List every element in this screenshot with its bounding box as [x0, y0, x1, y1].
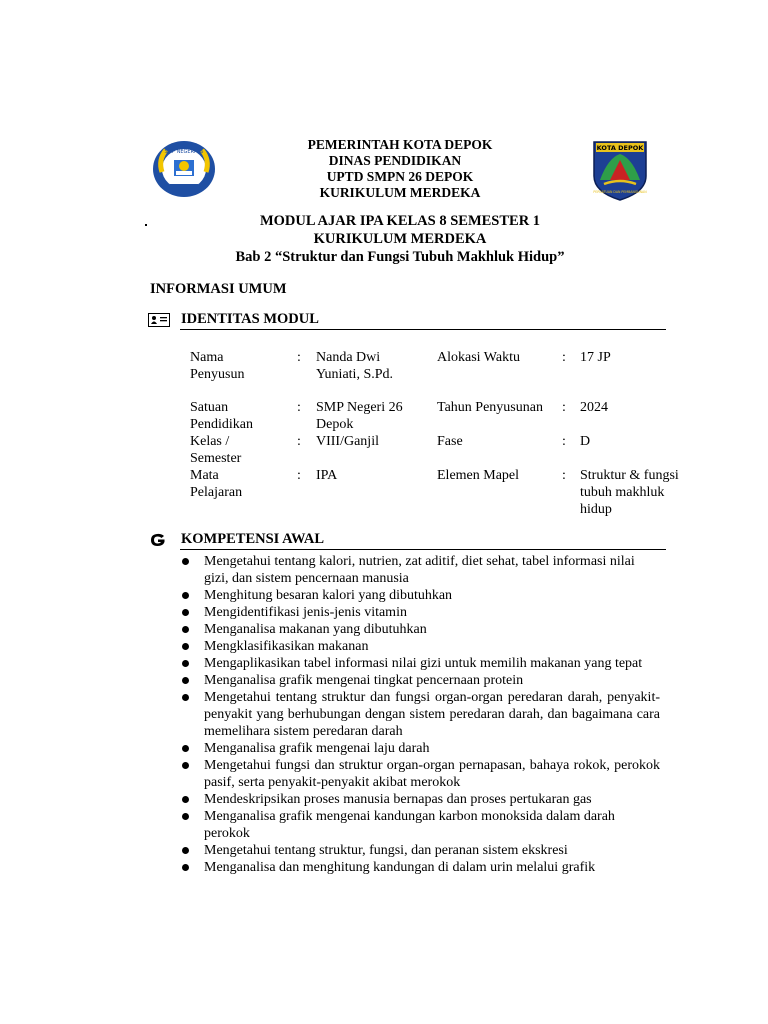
bullet-icon: [182, 626, 189, 633]
bullet-icon: [182, 813, 189, 820]
list-item: Menganalisa dan menghitung kandungan di dalam urin melalui grafik: [180, 859, 660, 876]
letterhead: [230, 137, 570, 201]
list-item: Menganalisa grafik mengenai laju darah: [180, 740, 660, 757]
bullet-icon: [182, 694, 189, 701]
kompetensi-underline: [180, 549, 666, 550]
label-mata-pelajaran: Mata Pelajaran: [190, 468, 243, 500]
bullet-icon: [182, 847, 189, 854]
school-logo: [152, 140, 216, 198]
label-fase: Fase: [437, 434, 463, 449]
value-elemen-mapel: Struktur & fungsi tubuh makhluk hidup: [580, 468, 679, 517]
title-line-1: MODUL AJAR IPA KELAS 8 SEMESTER 1: [259, 213, 541, 229]
value-mata-pelajaran: IPA: [316, 468, 338, 483]
value-nama-penyusun: Nanda Dwi Yuniati, S.Pd.: [316, 350, 394, 382]
list-item: Menganalisa grafik mengenai kandungan karbon monoksida dalam darah perokok: [180, 808, 660, 842]
colon: :: [297, 350, 301, 365]
label-alokasi-waktu: Alokasi Waktu: [437, 350, 520, 365]
identitas-modul-heading: IDENTITAS MODUL: [181, 311, 319, 327]
kota-depok-emblem: [592, 140, 648, 202]
kompetensi-list: [180, 553, 660, 876]
bullet-icon: [182, 660, 189, 667]
label-satuan-pendidikan: Satuan Pendidikan: [190, 400, 253, 432]
list-item: Mengklasifikasikan makanan: [180, 638, 660, 655]
list-item: Menganalisa grafik mengenai tingkat pencernaan protein: [180, 672, 660, 689]
informasi-umum-heading: INFORMASI UMUM: [150, 281, 287, 297]
colon: :: [562, 434, 566, 449]
stray-dot: [145, 224, 147, 226]
value-tahun-penyusunan: 2024: [580, 400, 608, 415]
value-fase: D: [580, 434, 591, 449]
header-line-1: PEMERINTAH KOTA DEPOK: [307, 137, 493, 152]
bullet-icon: [182, 558, 189, 565]
bullet-icon: [182, 643, 189, 650]
bullet-icon: [182, 745, 189, 752]
id-card-icon: [148, 313, 170, 327]
label-nama-penyusun: Nama Penyusun: [190, 350, 245, 382]
list-item: Mengetahui tentang kalori, nutrien, zat aditif, diet sehat, tabel informasi nilai gizi, dan sistem pencernaan manusia: [180, 553, 660, 587]
list-item: Mengetahui tentang struktur, fungsi, dan peranan sistem ekskresi: [180, 842, 660, 859]
svg-text:SMP NEGERI 26: SMP NEGERI 26: [164, 149, 204, 155]
bullet-icon: [182, 609, 189, 616]
colon: :: [297, 400, 301, 415]
colon: :: [297, 434, 301, 449]
header-line-3: UPTD SMPN 26 DEPOK: [326, 169, 474, 184]
label-tahun-penyusunan: Tahun Penyusunan: [437, 400, 543, 415]
svg-text:PERSATUAN DAN PEMBANGUNAN: PERSATUAN DAN PEMBANGUNAN: [593, 190, 647, 194]
g-logo-icon: [149, 533, 167, 547]
module-title: [180, 212, 620, 266]
label-kelas-semester: Kelas / Semester: [190, 434, 242, 466]
bullet-icon: [182, 762, 189, 769]
kompetensi-awal-heading: KOMPETENSI AWAL: [181, 531, 325, 547]
value-satuan-pendidikan: SMP Negeri 26 Depok: [316, 400, 403, 432]
label-elemen-mapel: Elemen Mapel: [437, 468, 520, 483]
colon: :: [297, 468, 301, 483]
list-item: Mengetahui fungsi dan struktur organ-organ pernapasan, bahaya rokok, perokok pasif, serta penyakit-penyakit akibat merokok: [180, 757, 660, 791]
colon: :: [562, 400, 566, 415]
colon: :: [562, 350, 566, 365]
header-line-4: KURIKULUM MERDEKA: [319, 185, 481, 200]
list-item: Mengaplikasikan tabel informasi nilai gizi untuk memilih makanan yang tepat: [180, 655, 660, 672]
value-kelas-semester: VIII/Ganjil: [316, 434, 379, 449]
list-item: Menganalisa makanan yang dibutuhkan: [180, 621, 660, 638]
bullet-icon: [182, 796, 189, 803]
list-item: Mendeskripsikan proses manusia bernapas dan proses pertukaran gas: [180, 791, 660, 808]
bullet-icon: [182, 677, 189, 684]
header-line-2: DINAS PENDIDIKAN: [328, 153, 462, 168]
colon: :: [562, 468, 566, 483]
identitas-underline: [180, 329, 666, 330]
bullet-icon: [182, 864, 189, 871]
list-item: Mengetahui tentang struktur dan fungsi organ-organ peredaran darah, penyakit-penyakit yang berhubungan dengan sistem peredaran darah, dan bagaimana cara memelihara sistem peredaran darah: [180, 689, 660, 740]
value-alokasi-waktu: 17 JP: [580, 350, 611, 365]
title-line-2: KURIKULUM MERDEKA: [313, 231, 487, 247]
svg-text:KOTA DEPOK: KOTA DEPOK: [596, 144, 644, 152]
list-item: Mengidentifikasi jenis-jenis vitamin: [180, 604, 660, 621]
bullet-icon: [182, 592, 189, 599]
title-line-3: Bab 2 “Struktur dan Fungsi Tubuh Makhluk Hidup”: [235, 249, 565, 265]
list-item: Menghitung besaran kalori yang dibutuhkan: [180, 587, 660, 604]
